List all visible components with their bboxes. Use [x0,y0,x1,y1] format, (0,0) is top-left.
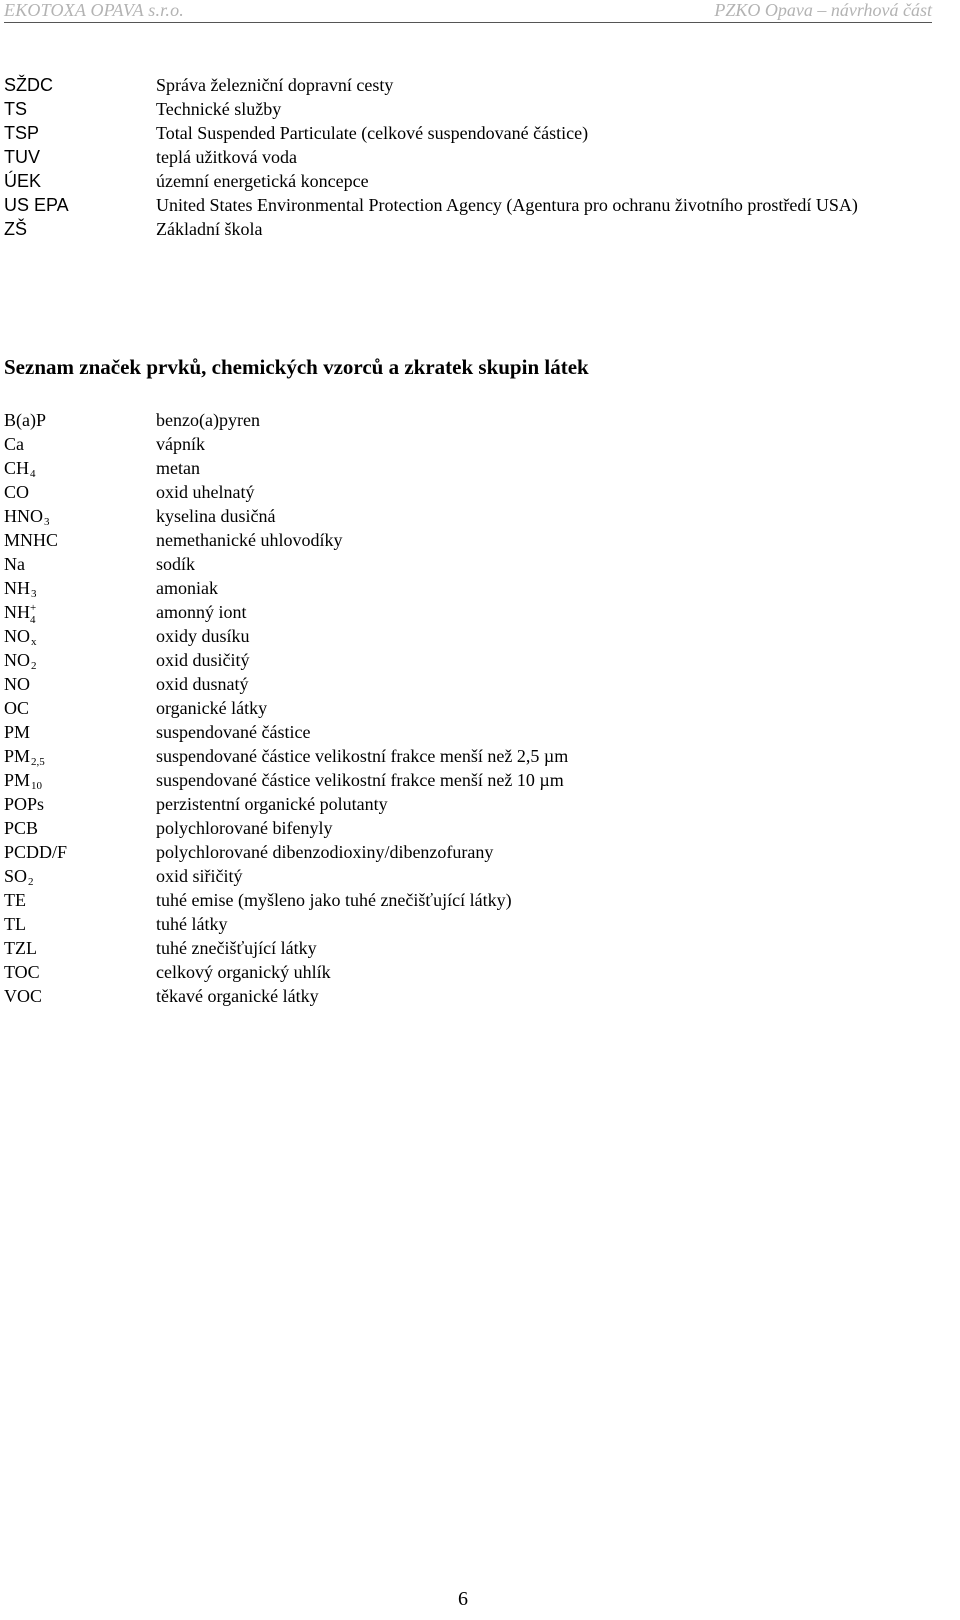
list-item [4,696,954,720]
symbol-code [4,912,156,936]
symbol-list [4,408,954,1008]
abbreviation-code: ZŠ [4,219,28,239]
symbol-description: tuhé látky [156,914,228,934]
symbol-code [4,672,156,696]
symbol-subscript: 10 [31,780,43,792]
symbol-base: TZL [4,938,37,958]
list-item [4,912,954,936]
list-item [4,840,954,864]
symbol-subscript: 3 [31,588,37,600]
abbreviation-code: TS [4,99,28,119]
symbol-code [4,720,156,744]
list-item [4,145,954,169]
list-item [4,744,954,768]
list-item [4,624,954,648]
symbol-base: NH [4,578,30,598]
symbol-base: PM [4,746,31,766]
symbol-base: NO [4,650,30,670]
header-project: PZKO Opava – návrhová část [714,0,932,20]
list-item [4,600,954,624]
symbol-subscript: 2,5 [31,756,45,768]
list-item [4,504,954,528]
symbol-subscript: 4 [30,468,36,480]
symbol-description: celkový organický uhlík [156,962,331,982]
symbol-description: oxid dusnatý [156,674,249,694]
symbol-base: NO [4,626,30,646]
list-item [4,193,954,217]
symbol-description: perzistentní organické polutanty [156,794,388,814]
list-item [4,552,954,576]
symbol-description: těkavé organické látky [156,986,319,1006]
list-item [4,121,954,145]
symbol-code [4,552,156,576]
list-item [4,720,954,744]
symbol-code [4,408,156,432]
symbol-base: B(a)P [4,410,46,430]
symbol-base: Ca [4,434,24,454]
abbreviation-description: Správa železniční dopravní cesty [156,75,394,95]
list-item [4,73,954,97]
symbol-description: vápník [156,434,205,454]
symbol-description: sodík [156,554,196,574]
symbol-code [4,600,156,624]
symbol-superscript: + [30,602,37,614]
symbol-base: Na [4,554,25,574]
symbol-description: amoniak [156,578,218,598]
list-item [4,984,954,1008]
list-item [4,528,954,552]
abbreviation-code: TSP [4,123,40,143]
symbol-code [4,960,156,984]
abbreviation-code: US EPA [4,195,69,215]
list-item [4,408,954,432]
symbol-description: suspendované částice velikostní frakce menší než 2,5 µm [156,746,569,766]
symbol-base: PM [4,770,31,790]
symbol-code [4,432,156,456]
symbol-charge-index [30,600,38,626]
header-organization: EKOTOXA OPAVA s.r.o. [4,0,184,20]
list-item [4,960,954,984]
abbreviation-code: SŽDC [4,75,53,95]
symbol-base: MNHC [4,530,59,550]
symbol-description: benzo(a)pyren [156,410,260,430]
abbreviation-description: Základní škola [156,219,263,239]
list-item [4,888,954,912]
symbol-description: oxidy dusíku [156,626,250,646]
symbol-description: kyselina dusičná [156,506,276,526]
symbol-description: polychlorované dibenzodioxiny/dibenzofurany [156,842,494,862]
list-item [4,768,954,792]
symbol-description: oxid dusičitý [156,650,250,670]
list-item [4,97,954,121]
page-header [4,0,932,23]
symbol-base: NH [4,602,30,622]
symbol-code [4,480,156,504]
symbol-description: suspendované částice [156,722,311,742]
symbol-code [4,816,156,840]
list-item [4,169,954,193]
list-item [4,792,954,816]
list-item [4,864,954,888]
abbreviation-description: Technické služby [156,99,282,119]
section-title: Seznam značek prvků, chemických vzorců a zkratek skupin látek [4,355,589,379]
list-item [4,648,954,672]
symbol-description: oxid siřičitý [156,866,243,886]
symbol-code [4,528,156,552]
list-item [4,432,954,456]
symbol-base: CO [4,482,30,502]
abbreviation-description: územní energetická koncepce [156,171,369,191]
symbol-base: TE [4,890,26,910]
symbol-code [4,792,156,816]
symbol-base: NO [4,674,30,694]
list-item [4,456,954,480]
symbol-base: VOC [4,986,43,1006]
symbol-base: OC [4,698,30,718]
abbreviation-list [4,73,954,241]
symbol-description: suspendované částice velikostní frakce menší než 10 µm [156,770,564,790]
symbol-base: SO [4,866,28,886]
symbol-base: POPs [4,794,45,814]
list-item [4,816,954,840]
symbol-subscript: 2 [28,876,34,888]
symbol-code [4,936,156,960]
symbol-base: CH [4,458,30,478]
symbol-description: tuhé emise (myšleno jako tuhé znečišťující látky) [156,890,512,910]
symbol-description: metan [156,458,200,478]
symbol-description: amonný iont [156,602,247,622]
symbol-subscript: 3 [44,516,50,528]
symbol-description: nemethanické uhlovodíky [156,530,343,550]
abbreviation-description: teplá užitková voda [156,147,297,167]
symbol-code [4,984,156,1008]
symbol-base: TOC [4,962,40,982]
abbreviation-description: United States Environmental Protection Agency (Agentura pro ochranu životního prostředí USA) [156,195,858,215]
symbol-base: PM [4,722,31,742]
symbol-code [4,888,156,912]
abbreviation-code: TUV [4,147,40,167]
symbol-base: HNO [4,506,43,526]
symbol-subscript: 4 [30,614,36,626]
list-item [4,936,954,960]
symbol-base: PCDD/F [4,842,68,862]
symbol-subscript: x [31,636,37,648]
symbol-code [4,840,156,864]
abbreviation-code: ÚEK [4,171,42,191]
symbol-base: TL [4,914,26,934]
symbol-subscript: 2 [31,660,37,672]
list-item [4,576,954,600]
symbol-description: organické látky [156,698,268,718]
symbol-description: tuhé znečišťující látky [156,938,317,958]
symbol-code [4,696,156,720]
page-number: 6 [458,1588,468,1610]
list-item [4,217,954,241]
symbol-description: oxid uhelnatý [156,482,255,502]
list-item [4,672,954,696]
list-item [4,480,954,504]
symbol-description: polychlorované bifenyly [156,818,333,838]
symbol-base: PCB [4,818,39,838]
abbreviation-description: Total Suspended Particulate (celkové suspendované částice) [156,123,589,143]
